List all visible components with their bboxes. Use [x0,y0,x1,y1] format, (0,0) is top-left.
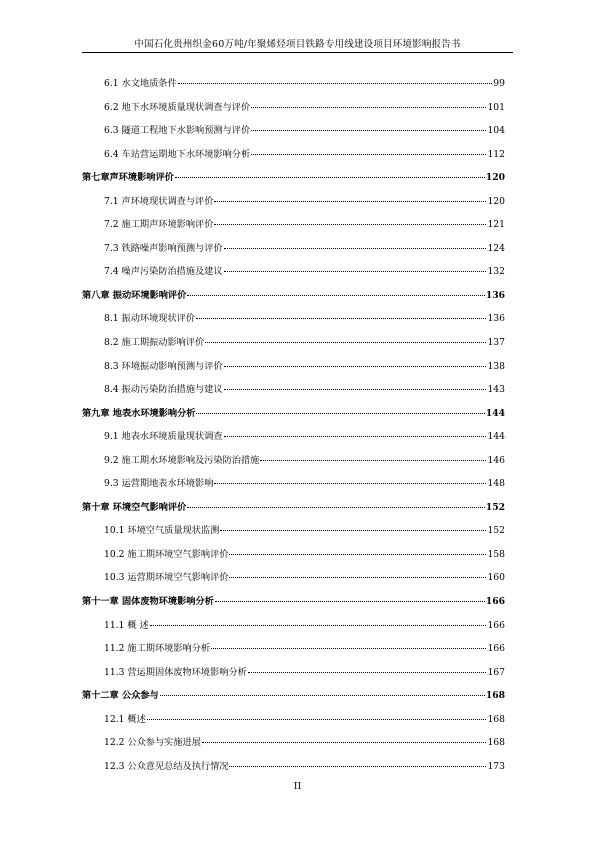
toc-leader-dots [196,318,486,319]
running-header: 中国石化贵州织金60万吨/年聚烯烃项目铁路专用线建设项目环境影响报告书 [134,39,461,50]
toc-entry-page: 148 [487,478,505,490]
toc-leader-dots [187,507,485,508]
toc-leader-dots [224,389,487,390]
toc-section-entry[interactable] [82,240,505,264]
toc-leader-dots [175,177,485,178]
toc-leader-dots [160,695,485,696]
toc-section-entry[interactable] [82,428,505,452]
toc-entry-title: 第九章 地表水环境影响分析 [82,407,196,419]
toc-entry-title: 8.3 环境振动影响预测与评价 [104,360,223,372]
toc-leader-dots [224,366,487,367]
toc-entry-title: 7.3 铁路噪声影响预测与评价 [104,242,223,254]
toc-leader-dots [202,742,487,743]
toc-entry-title: 9.2 施工期水环境影响及污染防治措施 [104,454,260,466]
toc-leader-dots [251,154,486,155]
toc-entry-page: 160 [487,572,505,584]
page-number: II [293,781,302,792]
toc-entry-page: 166 [487,643,505,655]
toc-leader-dots [147,719,487,720]
toc-leader-dots [178,83,493,84]
toc-section-entry[interactable] [82,310,505,334]
toc-entry-page: 112 [487,148,505,160]
toc-leader-dots [251,107,486,108]
toc-entry-page: 168 [487,737,505,749]
toc-entry-title: 9.1 地表水环境质量现状调查 [104,431,223,443]
toc-entry-page: 104 [487,125,505,137]
toc-entry-page: 136 [487,313,505,325]
toc-section-entry[interactable] [82,546,505,570]
toc-entry-page: 120 [485,172,505,184]
toc-entry-title: 第八章 振动环境影响评价 [82,289,187,301]
toc-section-entry[interactable] [82,522,505,546]
toc-section-entry[interactable] [82,334,505,358]
toc-section-entry[interactable] [82,216,505,240]
toc-section-entry[interactable] [82,711,505,735]
toc-leader-dots [214,224,486,225]
toc-entry-title: 12.3 公众意见总结及执行情况 [104,760,229,772]
header-rule [82,52,513,53]
toc-chapter-entry[interactable] [82,287,505,311]
toc-entry-page: 152 [485,501,505,513]
toc-entry-title: 7.2 施工期声环境影响评价 [104,219,214,231]
table-of-contents [82,75,505,781]
toc-leader-dots [214,483,486,484]
toc-leader-dots [224,436,487,437]
toc-section-entry[interactable] [82,263,505,287]
toc-chapter-entry[interactable] [82,593,505,617]
toc-entry-page: 167 [487,666,505,678]
toc-entry-title: 8.4 振动污染防治措施与建议 [104,384,223,396]
toc-entry-page: 146 [487,454,505,466]
toc-entry-title: 11.2 施工期环境影响分析 [104,643,211,655]
toc-entry-page: 168 [487,713,505,725]
toc-leader-dots [205,342,486,343]
toc-entry-page: 137 [487,337,505,349]
toc-chapter-entry[interactable] [82,169,505,193]
toc-entry-page: 132 [487,266,505,278]
toc-entry-page: 144 [485,407,505,419]
toc-entry-title: 11.1 概 述 [104,619,149,631]
toc-section-entry[interactable] [82,193,505,217]
toc-section-entry[interactable] [82,99,505,123]
toc-leader-dots [251,130,486,131]
toc-leader-dots [150,625,487,626]
toc-leader-dots [224,271,487,272]
toc-entry-page: 166 [487,619,505,631]
toc-entry-title: 第十一章 固体废物环境影响分析 [82,596,214,608]
toc-entry-page: 124 [487,242,505,254]
toc-leader-dots [196,413,484,414]
toc-chapter-entry[interactable] [82,687,505,711]
toc-entry-page: 121 [487,219,505,231]
toc-entry-page: 158 [487,548,505,560]
toc-section-entry[interactable] [82,734,505,758]
toc-entry-title: 第七章声环境影响评价 [82,172,174,184]
toc-section-entry[interactable] [82,758,505,782]
toc-leader-dots [260,460,486,461]
toc-entry-title: 10.1 环境空气质量现状监测 [104,525,220,537]
toc-section-entry[interactable] [82,640,505,664]
toc-entry-page: 136 [485,289,505,301]
toc-entry-title: 9.3 运营期地表水环境影响 [104,478,214,490]
toc-entry-title: 10.3 运营期环境空气影响评价 [104,572,229,584]
toc-entry-title: 10.2 施工期环境空气影响评价 [104,548,229,560]
toc-entry-page: 144 [487,431,505,443]
toc-entry-page: 99 [493,78,505,89]
toc-entry-title: 第十章 环境空气影响评价 [82,501,187,513]
toc-chapter-entry[interactable] [82,405,505,429]
toc-entry-page: 173 [487,760,505,772]
toc-section-entry[interactable] [82,122,505,146]
toc-leader-dots [220,530,486,531]
toc-leader-dots [187,295,485,296]
toc-section-entry[interactable] [82,617,505,641]
toc-section-entry[interactable] [82,146,505,170]
toc-entry-page: 143 [487,384,505,396]
toc-entry-title: 7.4 噪声污染防治措施及建议 [104,266,223,278]
toc-leader-dots [229,554,486,555]
toc-entry-title: 6.3 隧道工程地下水影响预测与评价 [104,125,251,137]
toc-entry-title: 第十二章 公众参与 [82,690,159,702]
toc-entry-title: 12.1 概述 [104,713,146,725]
toc-entry-title: 8.2 施工期振动影响评价 [104,337,205,349]
toc-section-entry[interactable] [82,664,505,688]
toc-leader-dots [211,648,486,649]
toc-section-entry[interactable] [82,75,505,99]
toc-section-entry[interactable] [82,358,505,382]
toc-entry-title: 6.1 水文地质条件 [104,78,177,89]
toc-section-entry[interactable] [82,381,505,405]
toc-entry-title: 6.4 车站营运期地下水环境影响分析 [104,148,251,160]
toc-entry-page: 168 [485,690,505,702]
toc-leader-dots [214,201,486,202]
toc-entry-title: 6.2 地下水环境质量现状调查与评价 [104,101,251,113]
toc-entry-page: 138 [487,360,505,372]
toc-entry-title: 12.2 公众参与实施进展 [104,737,201,749]
toc-leader-dots [229,766,486,767]
toc-leader-dots [229,577,486,578]
toc-section-entry[interactable] [82,452,505,476]
toc-entry-title: 7.1 声环境现状调查与评价 [104,195,214,207]
toc-chapter-entry[interactable] [82,499,505,523]
toc-entry-page: 166 [485,596,505,608]
toc-entry-page: 152 [487,525,505,537]
toc-leader-dots [224,248,487,249]
toc-leader-dots [215,601,485,602]
toc-section-entry[interactable] [82,569,505,593]
toc-entry-title: 8.1 振动环境现状评价 [104,313,196,325]
toc-entry-title: 11.3 营运期固体废物环境影响分析 [104,666,247,678]
toc-leader-dots [248,672,487,673]
toc-section-entry[interactable] [82,475,505,499]
toc-entry-page: 120 [487,195,505,207]
toc-entry-page: 101 [487,101,505,113]
